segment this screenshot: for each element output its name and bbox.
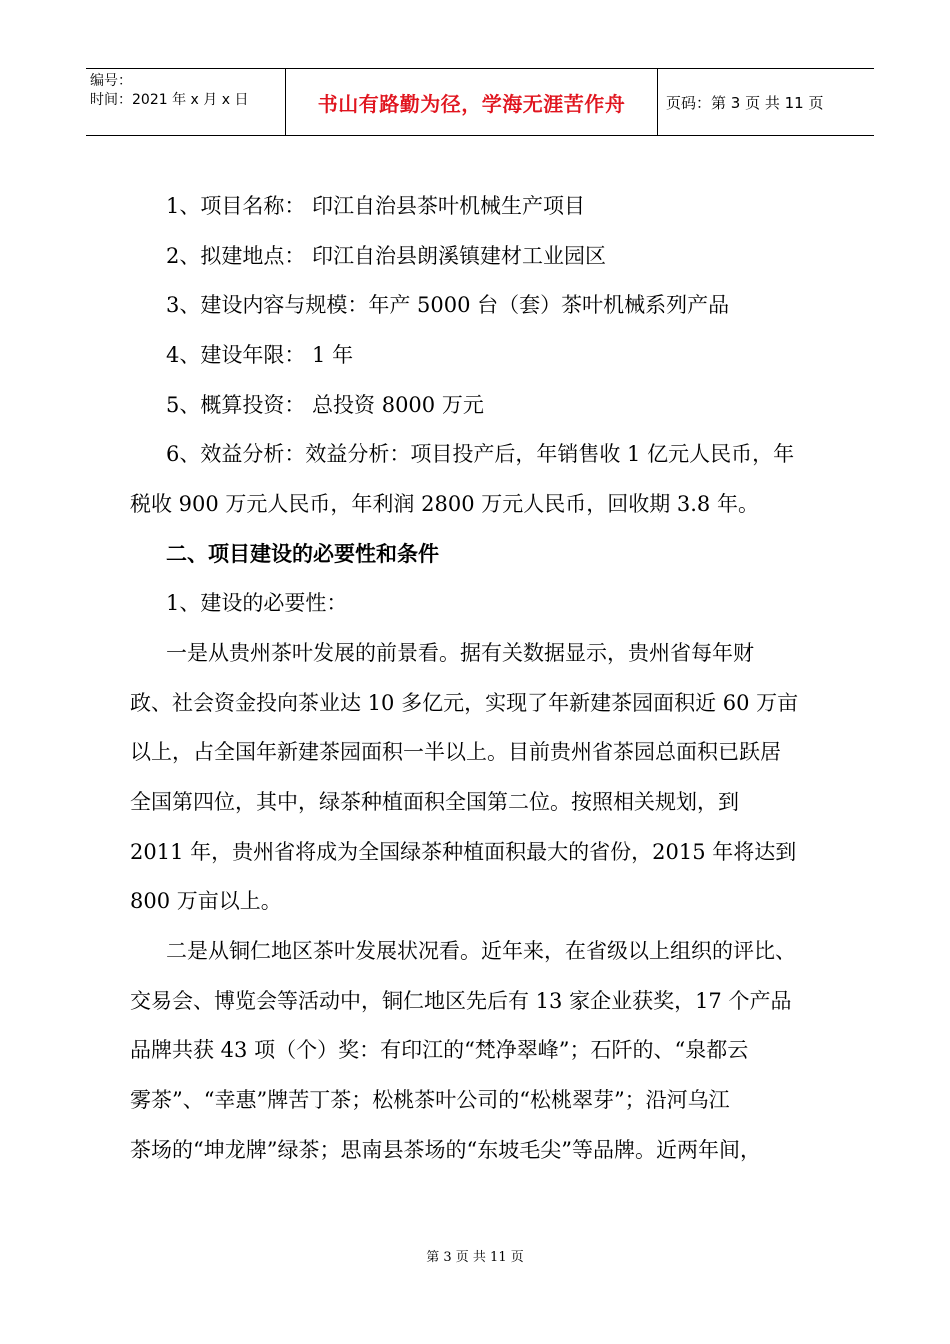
paragraph-line: 税收 900 万元人民币，年利润 2800 万元人民币，回收期 3.8 年。 — [130, 492, 759, 516]
paragraph-line: 二是从铜仁地区茶叶发展状况看。近年来，在省级以上组织的评比、 — [166, 939, 796, 963]
paragraph-line: 以上，占全国年新建茶园面积一半以上。目前贵州省茶园总面积已跃居 — [130, 740, 781, 764]
paragraph-line: 雾茶”、“幸惠”牌苦丁茶；松桃茶叶公司的“松桃翠芽”；沿河乌江 — [130, 1088, 730, 1112]
section-heading: 二、项目建设的必要性和条件 — [166, 542, 439, 566]
header-meta — [86, 69, 286, 135]
paragraph-line: 2、拟建地点： 印江自治县朗溪镇建材工业园区 — [166, 244, 607, 268]
paragraph-line: 1、建设的必要性： — [166, 591, 348, 615]
paragraph-line: 品牌共获 43 项（个）奖：有印江的“梵净翠峰”；石阡的、“泉都云 — [130, 1038, 749, 1062]
paragraph-line: 1、项目名称： 印江自治县茶叶机械生产项目 — [166, 194, 586, 218]
page-footer: 第 3 页 共 11 页 — [426, 1250, 524, 1265]
paragraph-line: 6、效益分析：效益分析：项目投产后，年销售收 1 亿元人民币，年 — [166, 442, 795, 466]
header-time-label: 时间：2021 年 x 月 x 日 — [90, 92, 249, 108]
paragraph-line: 政、社会资金投向茶业达 10 多亿元，实现了年新建茶园面积近 60 万亩 — [130, 691, 799, 715]
header-page-label: 页码：第 3 页 共 11 页 — [666, 93, 824, 112]
paragraph-line: 2011 年，贵州省将成为全国绿茶种植面积最大的省份，2015 年将达到 — [130, 840, 797, 864]
paragraph-line: 5、概算投资： 总投资 8000 万元 — [166, 393, 484, 417]
paragraph-line: 交易会、博览会等活动中，铜仁地区先后有 13 家企业获奖，17 个产品 — [130, 989, 792, 1013]
paragraph-line: 茶场的“坤龙牌”绿茶；思南县茶场的“东坡毛尖”等品牌。近两年间， — [130, 1138, 761, 1162]
header-motto: 书山有路勤为径，学海无涯苦作舟 — [286, 69, 658, 135]
header-number-label: 编号： — [90, 73, 132, 89]
paragraph-line: 3、建设内容与规模：年产 5000 台（套）茶叶机械系列产品 — [166, 293, 730, 317]
paragraph-line: 4、建设年限： 1 年 — [166, 343, 354, 367]
page-header — [86, 68, 874, 136]
paragraph-line: 800 万亩以上。 — [130, 889, 282, 913]
paragraph-line: 全国第四位，其中，绿茶种植面积全国第二位。按照相关规划，到 — [130, 790, 739, 814]
paragraph-line: 一是从贵州茶叶发展的前景看。据有关数据显示，贵州省每年财 — [166, 641, 754, 665]
